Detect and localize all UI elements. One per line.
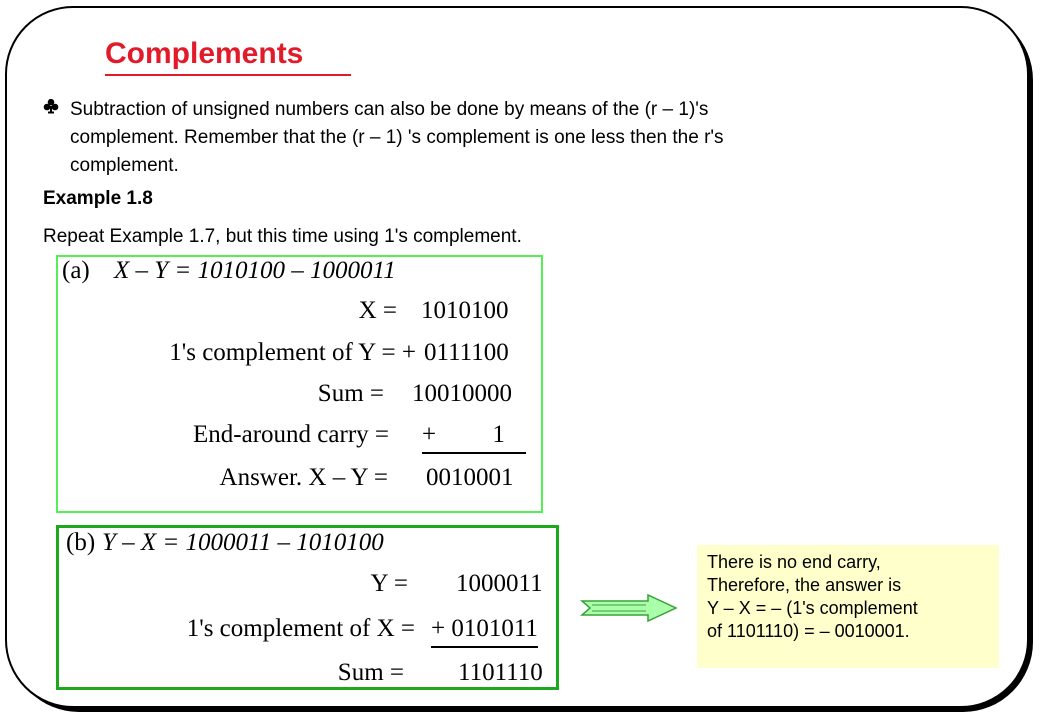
part-a-row-label: Sum = [317, 380, 384, 407]
part-a-row-value: 1010100 [421, 297, 509, 324]
example-text: Repeat Example 1.7, but this time using 1's complement. [43, 226, 522, 247]
note-line: Y – X = – (1's complement [707, 598, 918, 618]
bullet-line: complement. Remember that the (r – 1) 's complement is one less then the r's [70, 127, 724, 148]
note-line: There is no end carry, [707, 552, 881, 572]
part-a-row-value: + 1 [422, 420, 526, 454]
part-b-row-value: 1000011 [456, 570, 543, 597]
example-heading: Example 1.8 [43, 188, 153, 209]
part-a-row-value: 0010001 [426, 464, 514, 491]
part-b-row-label: Sum = [337, 659, 404, 686]
part-b-header-expression: Y – X = 1000011 – 1010100 [102, 529, 384, 556]
right-arrow-icon [580, 594, 680, 622]
bullet-line: Subtraction of unsigned numbers can also be done by means of the (r – 1)'s [70, 99, 709, 120]
note-line: Therefore, the answer is [707, 575, 902, 595]
part-b-row-value: + 0101011 [431, 614, 538, 648]
club-icon [43, 98, 59, 114]
part-a-row-label: X = [358, 297, 397, 324]
part-a-row-value: 10010000 [412, 380, 512, 407]
note-callout [697, 545, 999, 668]
part-a-row-label: End-around carry = [193, 421, 389, 448]
part-a-header-expression: X – Y = 1010100 – 1000011 [114, 257, 396, 284]
part-b-row-label: 1's complement of X = [186, 615, 415, 642]
note-line: of 1101110) = – 0010001. [707, 621, 910, 641]
part-a-row-label: 1's complement of Y = + [169, 339, 416, 366]
slide-title: Complements [105, 37, 304, 70]
part-b-row-label: Y = [370, 570, 408, 597]
part-a-label: (a) [62, 257, 90, 284]
part-b-row-value: 1101110 [458, 659, 543, 686]
part-a-row-label: Answer. X – Y = [219, 464, 388, 491]
part-a-row-value: 0111100 [424, 339, 509, 366]
bullet-text [70, 96, 950, 180]
title-underline [105, 74, 351, 76]
bullet-line: complement. [70, 155, 179, 176]
part-b-label: (b) [66, 529, 96, 556]
